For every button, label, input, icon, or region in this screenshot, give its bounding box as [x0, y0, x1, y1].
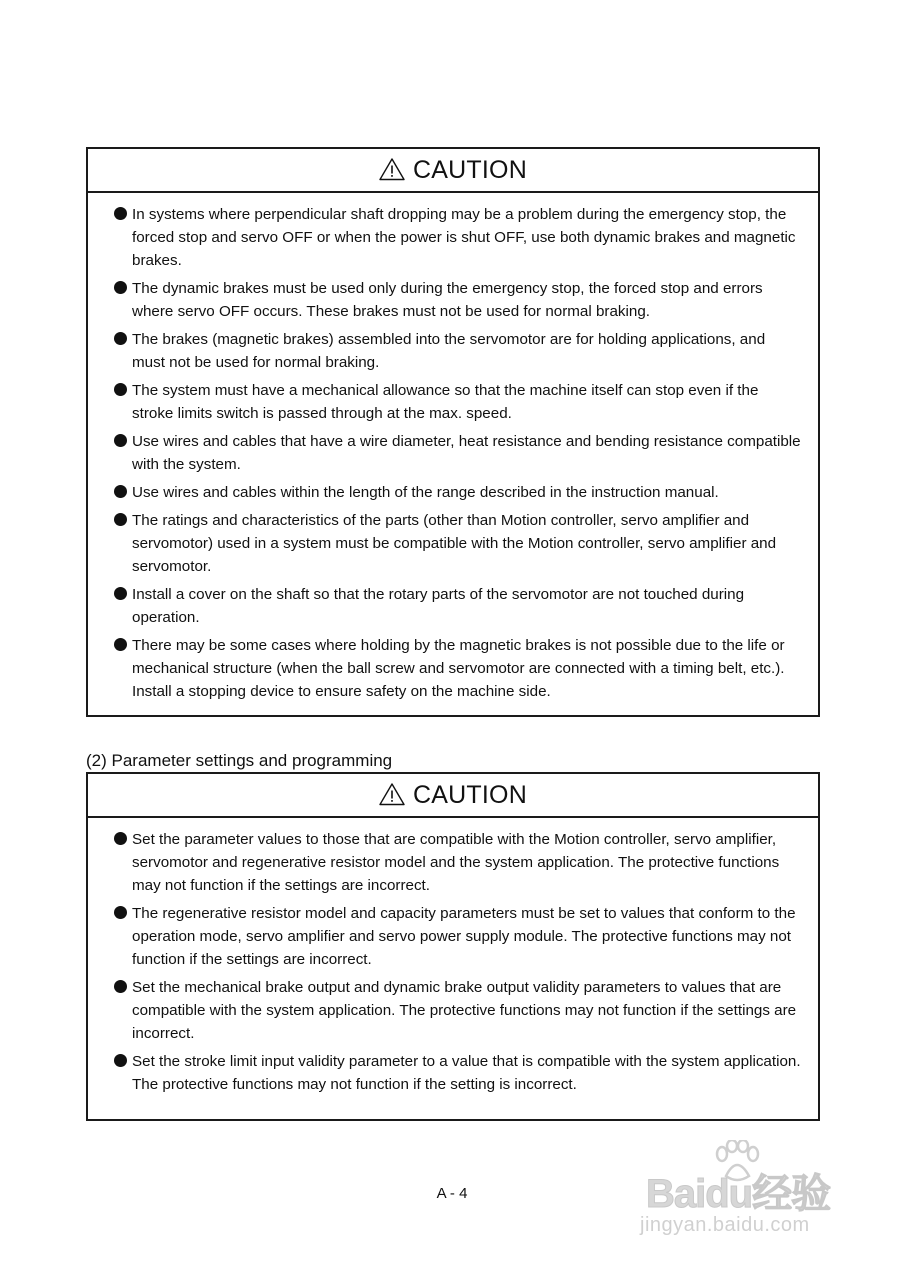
bullet-icon: [114, 207, 127, 220]
watermark-url-text: jingyan.baidu.com: [640, 1214, 810, 1236]
bullet-icon: [114, 1054, 127, 1067]
warning-triangle-icon: [379, 782, 405, 806]
section-heading: (2) Parameter settings and programming: [86, 751, 393, 770]
bullet-icon: [114, 906, 127, 919]
bullet-icon: [114, 281, 127, 294]
caution-item: [112, 379, 802, 425]
bullet-icon: [114, 587, 127, 600]
caution-item-text: The brakes (magnetic brakes) assembled into the servomotor are for holding applications, and must not be used for normal braking.: [132, 331, 766, 371]
bullet-icon: [114, 513, 127, 526]
page-number: A - 4: [436, 1185, 468, 1202]
caution-item: [112, 481, 802, 504]
caution-item-text: Install a cover on the shaft so that the rotary parts of the servomotor are not touched during operation.: [132, 586, 745, 626]
caution-item-text: Use wires and cables within the length of the range described in the instruction manual.: [132, 484, 719, 501]
caution-item-text: In systems where perpendicular shaft dropping may be a problem during the emergency stop, the forced stop and servo OFF or when the power is shut OFF, use both dynamic brakes and magnetic brakes.: [132, 206, 796, 269]
caution-box-mechanical: [86, 147, 820, 717]
bullet-icon: [114, 638, 127, 651]
bullet-icon: [114, 980, 127, 993]
bullet-icon: [114, 332, 127, 345]
caution-box-parameters: [86, 772, 820, 1121]
caution-item: [112, 902, 802, 971]
bullet-icon: [114, 434, 127, 447]
warning-triangle-icon: [379, 157, 405, 181]
caution-item: [112, 203, 802, 272]
caution-item-text: Set the stroke limit input validity parameter to a value that is compatible with the system application. The protective functions may not function if the setting is incorrect.: [132, 1053, 801, 1093]
caution-item-text: The ratings and characteristics of the parts (other than Motion controller, servo amplifier and servomotor) used in a system must be compatible with the Motion controller, servo amplifier and servomotor.: [132, 512, 777, 575]
caution-item: [112, 634, 802, 703]
bullet-icon: [114, 383, 127, 396]
caution-list: [88, 818, 818, 1096]
caution-header: [88, 149, 818, 193]
baidu-watermark: [640, 1140, 870, 1245]
caution-title: CAUTION: [413, 780, 527, 809]
caution-item-text: Use wires and cables that have a wire diameter, heat resistance and bending resistance compatible with the system.: [132, 433, 801, 473]
caution-item: [112, 1050, 802, 1096]
caution-item: [112, 277, 802, 323]
caution-header: [88, 774, 818, 818]
caution-item-text: The dynamic brakes must be used only during the emergency stop, the forced stop and errors where servo OFF occurs. These brakes must not be used for normal braking.: [132, 280, 763, 320]
caution-item-text: Set the parameter values to those that are compatible with the Motion controller, servo amplifier, servomotor and regenerative resistor model and the system application. The protective functions may not function if the settings are incorrect.: [132, 831, 780, 894]
caution-item-text: Set the mechanical brake output and dynamic brake output validity parameters to values that are compatible with the system application. The protective functions may not function if the settings are incorrect.: [132, 979, 797, 1042]
caution-title: CAUTION: [413, 155, 527, 184]
caution-item: [112, 509, 802, 578]
caution-item: [112, 430, 802, 476]
caution-item-text: The regenerative resistor model and capacity parameters must be set to values that conform to the operation mode, servo amplifier and servo power supply module. The protective functions may not function if the settings are incorrect.: [132, 905, 796, 968]
caution-item-text: There may be some cases where holding by the magnetic brakes is not possible due to the life or mechanical structure (when the ball screw and servomotor are connected with a timing belt, etc.). Install a stopping device to ensure safety on the machine side.: [132, 637, 785, 700]
caution-item: [112, 976, 802, 1045]
caution-item: [112, 583, 802, 629]
caution-list: [88, 193, 818, 703]
caution-item: [112, 828, 802, 897]
bullet-icon: [114, 485, 127, 498]
caution-item-text: The system must have a mechanical allowance so that the machine itself can stop even if the stroke limits switch is passed through at the max. speed.: [132, 382, 759, 422]
bullet-icon: [114, 832, 127, 845]
watermark-logo-text: Baidu经验: [646, 1172, 831, 1216]
caution-item: [112, 328, 802, 374]
